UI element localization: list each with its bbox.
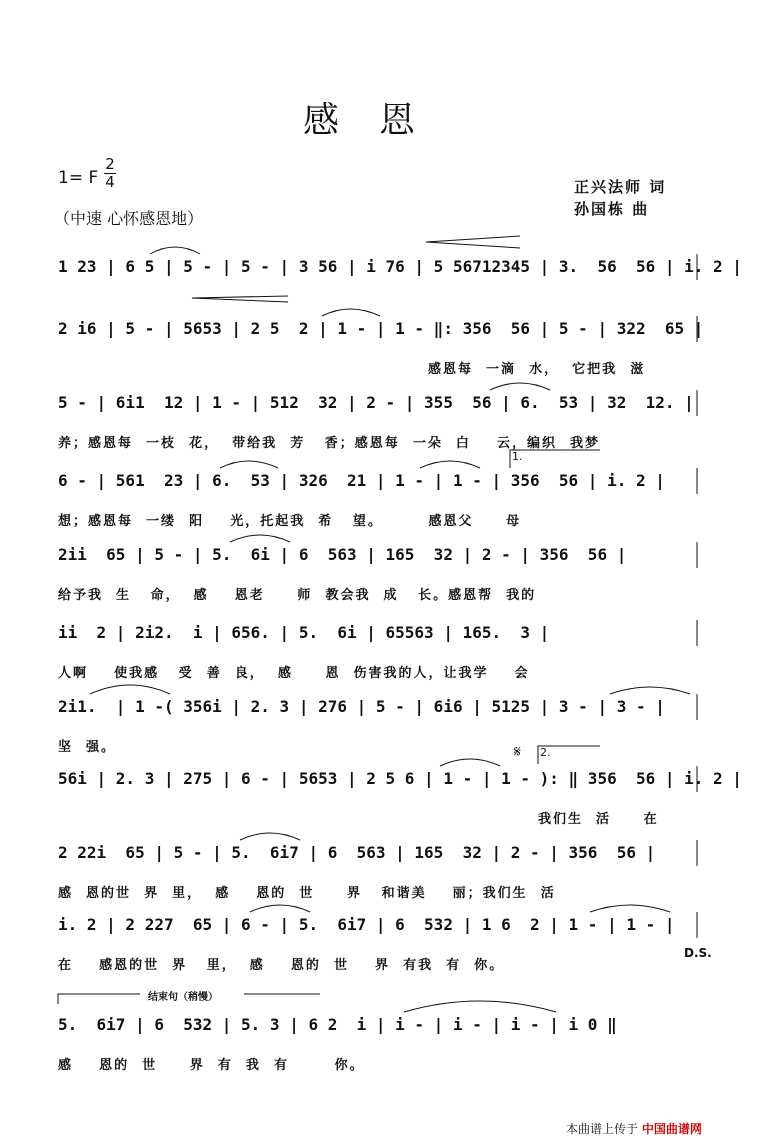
decrescendo-hairpin	[426, 236, 520, 248]
site-logo[interactable]: 中国曲谱网	[641, 1122, 702, 1136]
dal-segno-marking: D.S.	[684, 946, 712, 960]
score-row-8	[58, 768, 742, 827]
score-row-5	[58, 544, 708, 603]
lyricist-credit: 正兴法师 词	[574, 178, 667, 196]
notes: 2ii 65 | 5 - | 5. 6i | 6 563 | 165 32 | 2 - | 356 56 |	[58, 545, 627, 564]
notes: i. 2 | 2 227 65 | 6 - | 5. 6i7 | 6 532 | 1 6 2 | 1 - | 1 - |	[58, 915, 675, 934]
lyrics: 感 恩的 世 界 有 我 有 你。	[58, 1058, 365, 1073]
coda-bracket-left	[58, 994, 140, 1004]
segno-icon: 𝄋	[514, 742, 521, 761]
score-row-11	[58, 1014, 708, 1073]
notes: 5. 6i7 | 6 532 | 5. 3 | 6 2 i | i - | i - | i - | i 0 ‖	[58, 1015, 617, 1034]
notes: 2 i6 | 5 - | 5653 | 2 5 2 | 1 - | 1 - ‖: 356 56 | 5 - | 322 65 |	[58, 319, 704, 338]
coda-label: 结束句（稍慢）	[148, 992, 218, 1003]
time-sig-bottom: 4	[105, 173, 115, 191]
score-row-1	[58, 256, 742, 296]
tie	[220, 461, 278, 468]
tie	[230, 535, 290, 542]
notes: 2i1. | 1 -( 356i | 2. 3 | 276 | 5 - | 6i6 | 5125 | 3 - | 3 - |	[58, 697, 665, 716]
notes: 6 - | 561 23 | 6. 53 | 326 21 | 1 - | 1 - | 356 56 | i. 2 |	[58, 471, 665, 490]
lyrics: 坚 强。	[58, 740, 117, 755]
tie	[90, 685, 170, 694]
tie	[250, 905, 310, 912]
tempo-marking: （中速 心怀感恩地）	[54, 209, 204, 228]
tie	[150, 247, 200, 254]
score-row-9	[58, 842, 708, 901]
lyrics: 我们生 活 在	[538, 812, 659, 827]
volta-1-label: 1.	[512, 450, 523, 463]
tie	[440, 759, 500, 766]
volta-2-label: 2.	[540, 746, 551, 759]
tie	[322, 309, 380, 316]
lyrics: 想；感恩每 一缕 阳 光，托起我 希 望。 感恩父 母	[58, 514, 522, 529]
notes: 5 - | 6i1 12 | 1 - | 512 32 | 2 - | 355 56 | 6. 53 | 32 12. |	[58, 393, 694, 412]
score-row-2	[58, 318, 708, 377]
score-row-4	[58, 470, 708, 529]
song-title: 感恩	[302, 100, 455, 141]
lyrics: 感 恩的世 界 里， 感 恩的 世 界 和谐美 丽；我们生 活	[58, 886, 556, 901]
score-row-10	[58, 914, 708, 973]
decrescendo-hairpin-2	[192, 296, 288, 302]
tie	[490, 383, 550, 390]
time-sig-top: 2	[105, 155, 115, 173]
key-signature: 1= F	[58, 168, 99, 188]
footer	[566, 1120, 702, 1137]
lyrics: 人啊 使我感 受 善 良， 感 恩 伤害我的人，让我学 会	[58, 666, 530, 681]
tie	[610, 687, 690, 694]
time-signature	[104, 156, 116, 191]
tie	[404, 1001, 556, 1012]
footer-prefix: 本曲谱上传于	[566, 1122, 639, 1136]
lyrics: 给予我 生 命， 感 恩老 师 教会我 成 长。感恩帮 我的	[58, 588, 537, 603]
lyrics: 养；感恩每 一枝 花， 带给我 芳 香；感恩每 一朵 白 云，编织 我梦	[58, 436, 601, 451]
notes: 2 22i 65 | 5 - | 5. 6i7 | 6 563 | 165 32 | 2 - | 356 56 |	[58, 843, 656, 862]
volta-1-bracket	[510, 450, 600, 468]
score-row-6	[58, 622, 708, 681]
score-row-7	[58, 696, 708, 755]
lyrics: 在 感恩的世 界 里， 感 恩的 世 界 有我 有 你。	[58, 958, 505, 973]
tie	[420, 461, 480, 468]
score-row-3	[58, 392, 708, 451]
tie	[240, 833, 300, 840]
notes: 56i | 2. 3 | 275 | 6 - | 5653 | 2 5 6 | 1 - | 1 - ): ‖ 356 56 | i. 2 |	[58, 769, 742, 788]
notes: ii 2 | 2i2. i | 656. | 5. 6i | 65563 | 165. 3 |	[58, 623, 550, 642]
composer-credit: 孙国栋 曲	[574, 200, 650, 218]
notes: 1 23 | 6 5 | 5 - | 5 - | 3 56 | i 76 | 5 56712345 | 3. 56 56 | i. 2 |	[58, 257, 742, 276]
tie	[590, 905, 670, 912]
lyrics: 感恩每 一滴 水， 它把我 滋	[428, 362, 646, 377]
